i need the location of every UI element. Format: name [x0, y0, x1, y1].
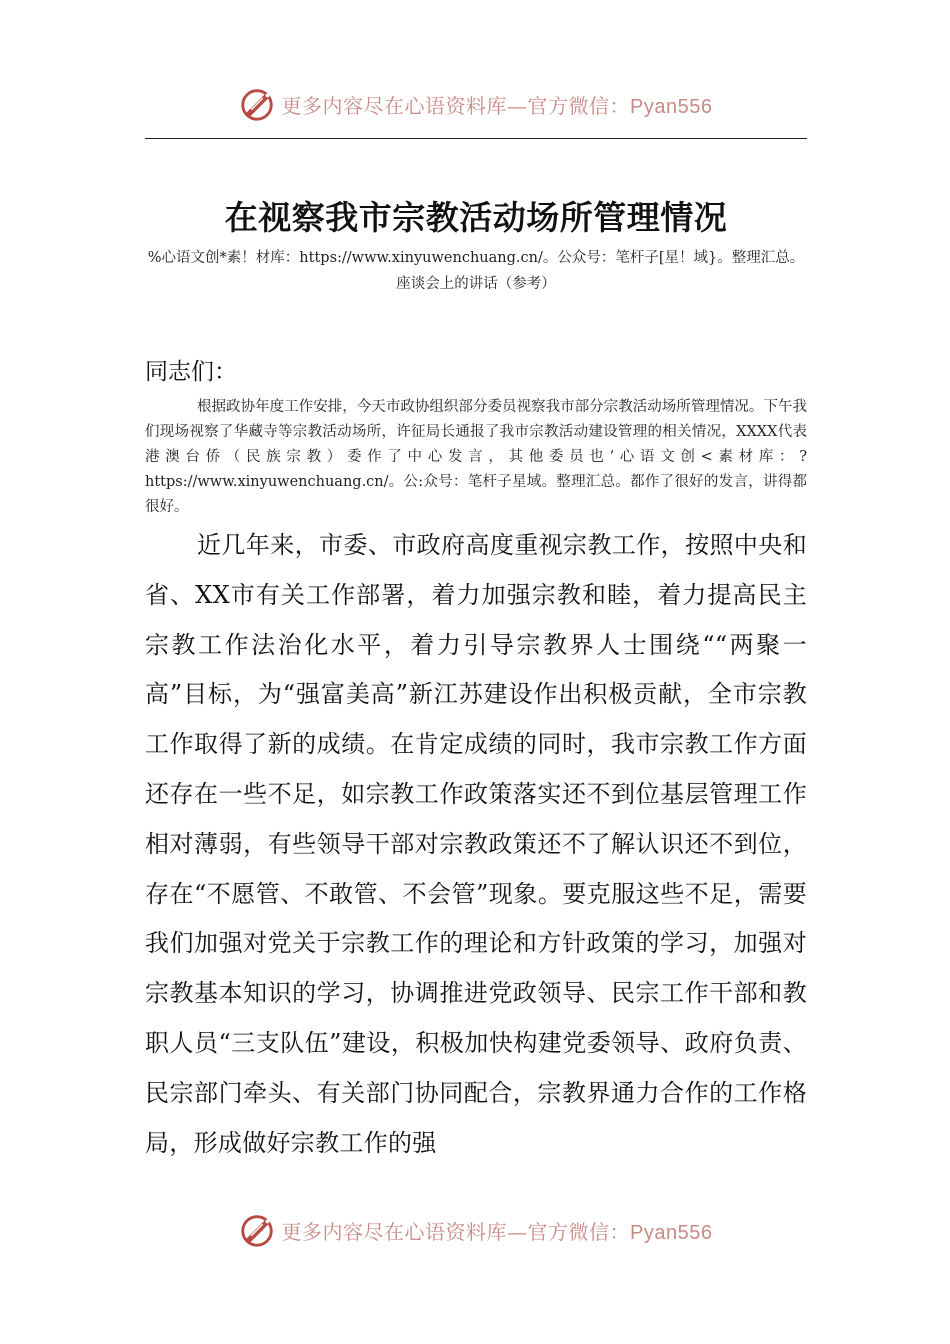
document-title: 在视察我市宗教活动场所管理情况	[224, 198, 728, 237]
header-watermark	[0, 82, 950, 126]
document-subtitle: %心语文创*素！材库：https://www.xinyuwenchuang.cn/。公众号：笔杆子[星！域}。整理汇总。座谈会上的讲话（参考）	[147, 250, 805, 292]
body-paragraph: 近几年来，市委、市政府高度重视宗教工作，按照中央和省、XX市有关工作部署，着力加强宗教和睦，着力提高民主宗教工作法治化水平，着力引导宗教界人士围绕““两聚一高”目标，为“强富美高”新江苏建设作出积极贡献，全市宗教工作取得了新的成绩。在肯定成绩的同时，我市宗教工作方面还存在一些不足，如宗教工作政策落实还不到位基层管理工作相对薄弱，有些领导干部对宗教政策还不了解认识还不到位，存在“不愿管、不敢管、不会管”现象。要克服这些不足，需要我们加强对党关于宗教工作的理论和方针政策的学习，加强对宗教基本知识的学习，协调推进党政领导、民宗工作干部和教职人员“三支队伍”建设，积极加快构建党委领导、政府负责、民宗部门牵头、有关部门协同配合，宗教界通力合作的工作格局，形成做好宗教工作的强	[145, 531, 807, 1157]
watermark-text: 更多内容尽在心语资料库—官方微信：Pyan556	[281, 1219, 713, 1244]
salutation: 同志们：	[145, 359, 237, 385]
footer-watermark	[0, 1208, 950, 1252]
intro-paragraph: 根据政协年度工作安排，今天市政协组织部分委员视察我市部分宗教活动场所管理情况。下午我们现场视察了华藏寺等宗教活动场所，许征局长通报了我市宗教活动建设管理的相关情况，XXXX代表港澳台侨（民族宗教）委作了中心发言，其他委员也‘心语文创<素材库：?https://www.xinyuwenchuang.cn/。公:众号：笔杆子星域。整理汇总。都作了很好的发言，讲得都很好。	[145, 399, 807, 515]
pen-nib-circle-icon	[238, 85, 276, 123]
header-divider	[145, 138, 807, 139]
watermark-text: 更多内容尽在心语资料库—官方微信：Pyan556	[281, 93, 713, 118]
pen-nib-circle-icon	[238, 1211, 276, 1249]
